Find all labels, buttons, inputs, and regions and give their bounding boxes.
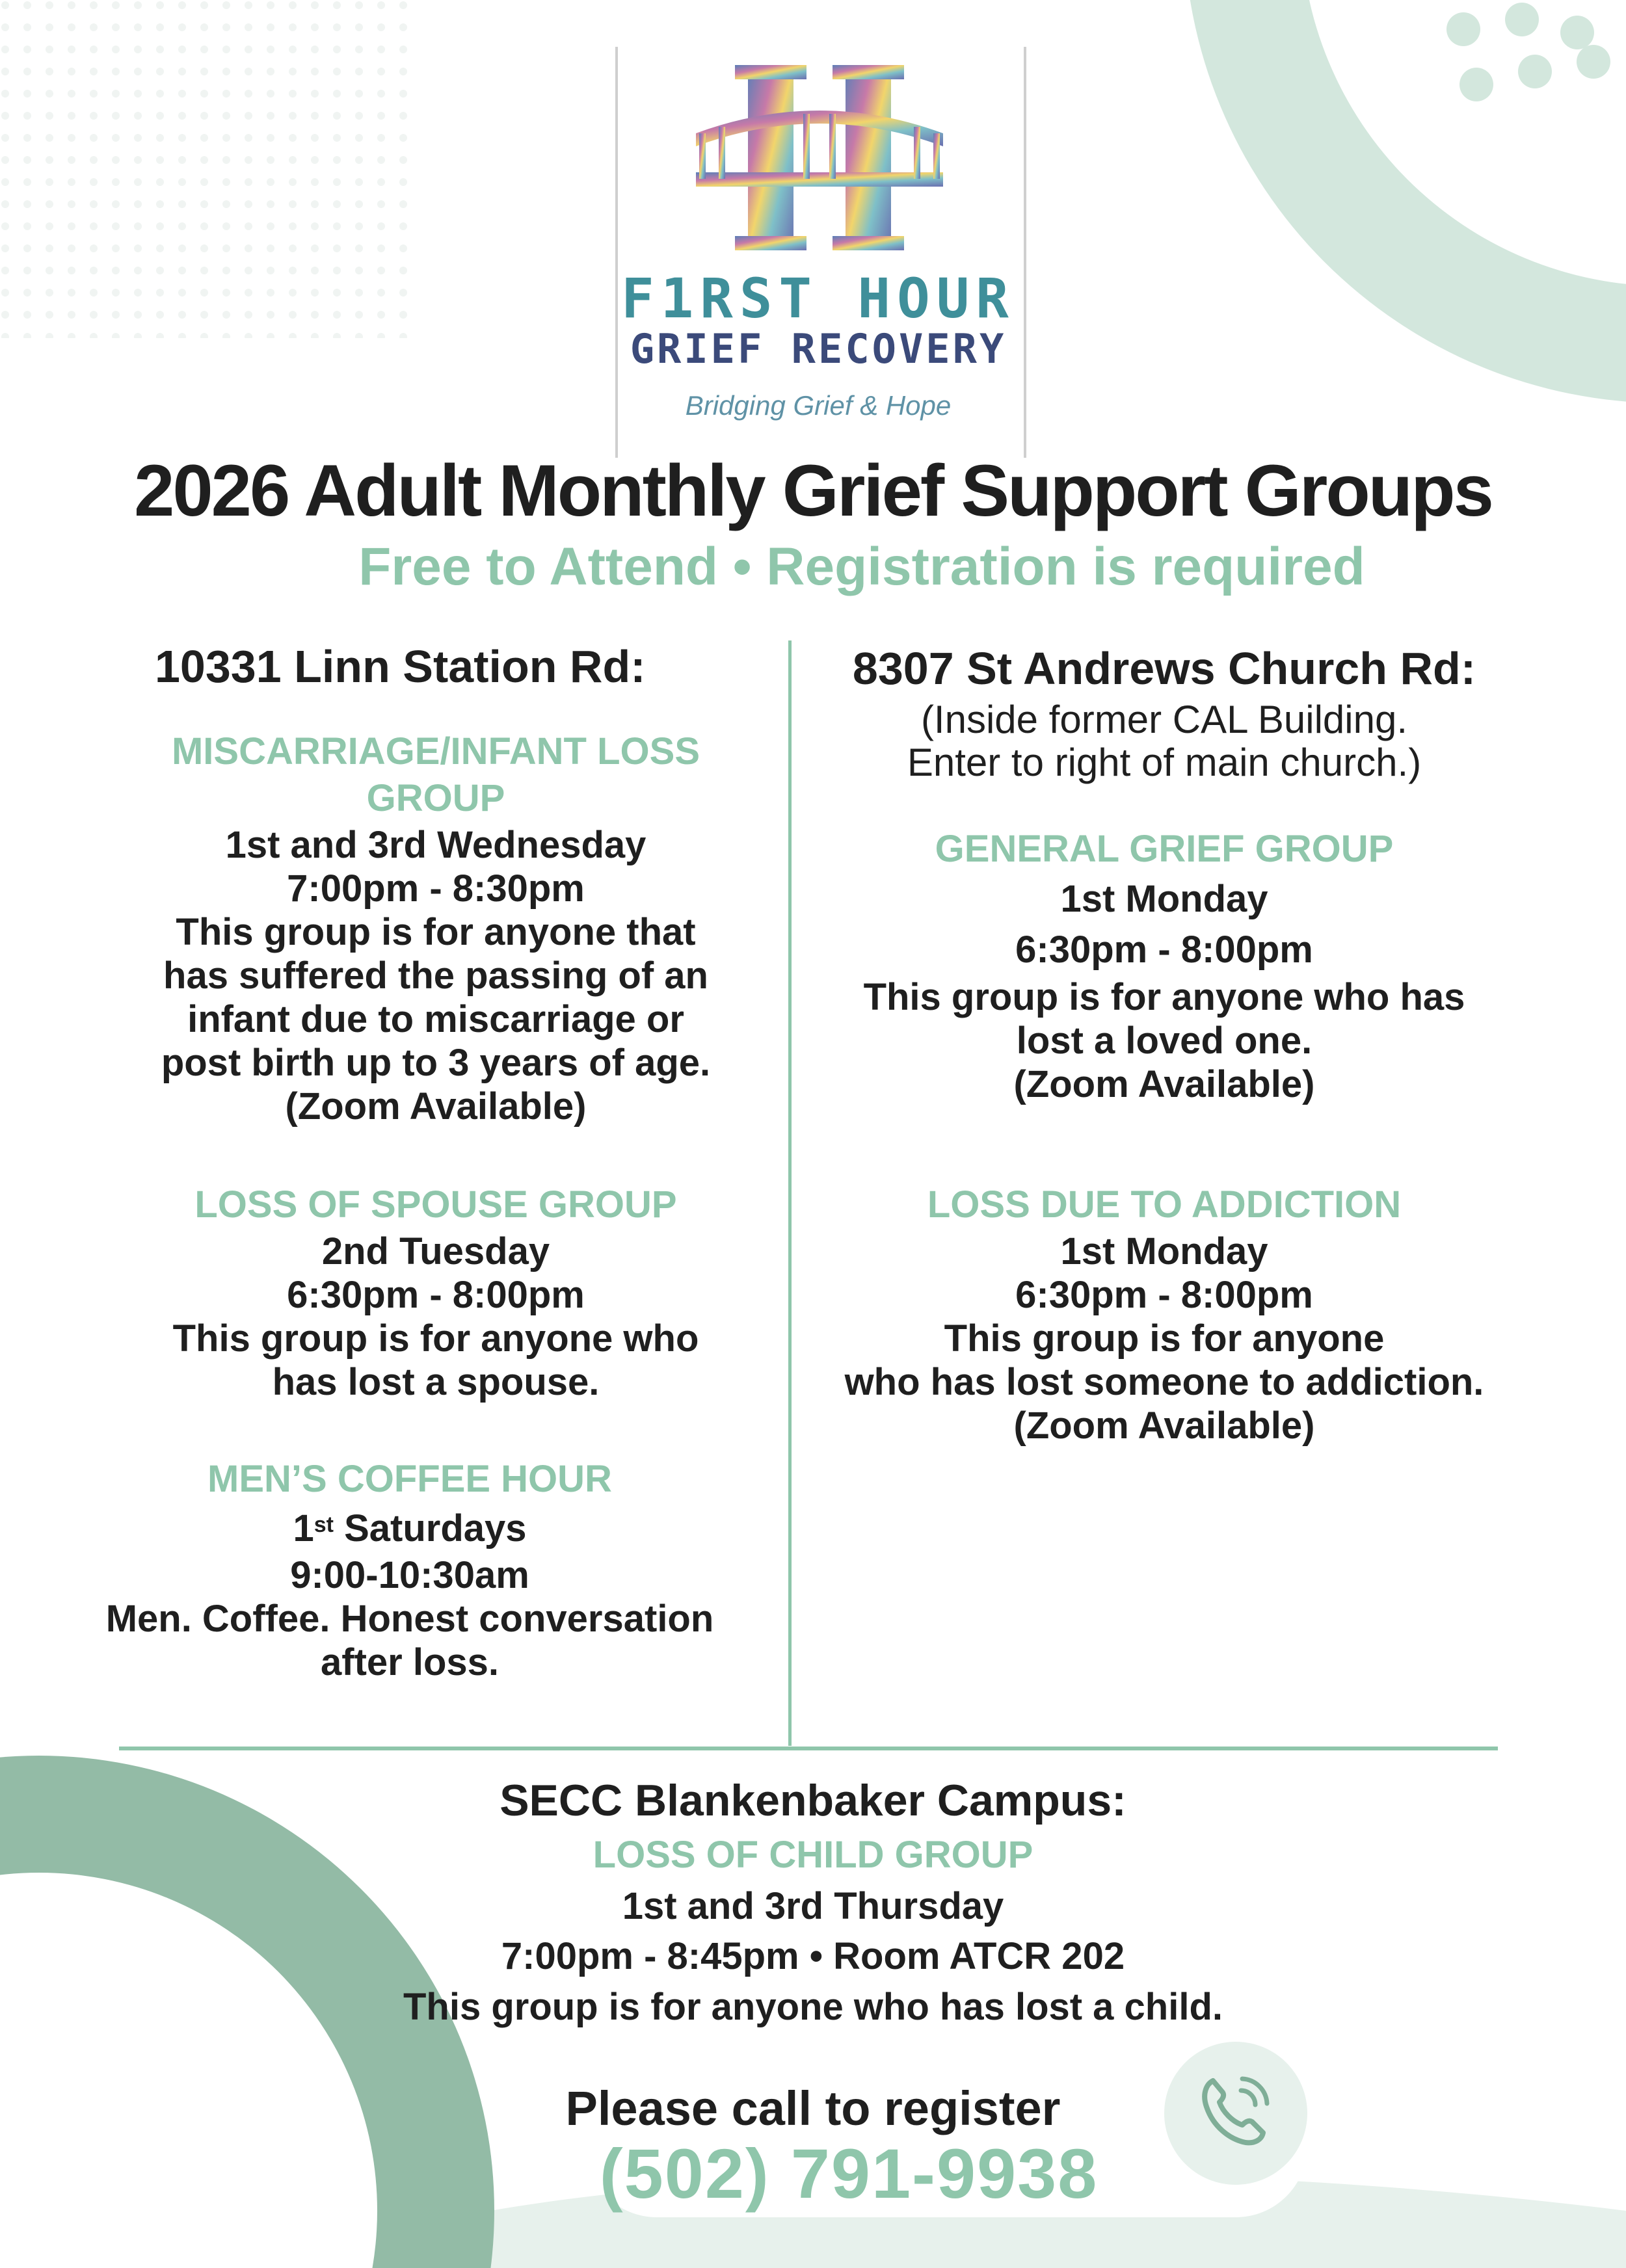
phone-number[interactable]: (502) 791-9938 (599, 2134, 1099, 2213)
logo-title-line2: GRIEF RECOVERY (630, 325, 1007, 373)
group-description: This group is for anyone who has (863, 976, 1465, 1018)
group-name: MEN’S COFFEE HOUR (207, 1458, 612, 1500)
group-description: This group is for anyone who (172, 1317, 699, 1360)
group-time: 7:00pm - 8:30pm (287, 867, 585, 910)
group-schedule: 1st and 3rd Wednesday (225, 824, 646, 866)
right-location-note (780, 698, 1548, 784)
group-name: MISCARRIAGE/INFANT LOSS (171, 730, 700, 772)
group-zoom-note: (Zoom Available) (1013, 1063, 1315, 1105)
group-description: post birth up to 3 years of age. (161, 1042, 711, 1084)
register-cta: Please call to register (565, 2081, 1061, 2135)
group-name: LOSS DUE TO ADDICTION (927, 1183, 1402, 1226)
group-description: has suffered the passing of an (163, 955, 708, 997)
group-schedule: 2nd Tuesday (321, 1230, 550, 1272)
group-description: infant due to miscarriage or (187, 998, 684, 1040)
group-description: who has lost someone to addiction. (844, 1361, 1484, 1403)
location-note-line: Enter to right of main church.) (907, 741, 1422, 784)
group-zoom-note: (Zoom Available) (1013, 1404, 1315, 1447)
section-divider (119, 1747, 1498, 1750)
bridge-h-icon (689, 62, 950, 257)
group-zoom-note: (Zoom Available) (285, 1085, 587, 1127)
group-time: 6:30pm - 8:00pm (287, 1274, 585, 1316)
group-spouse (98, 1180, 774, 1404)
group-description: after loss. (321, 1641, 499, 1683)
group-description: lost a loved one. (1016, 1020, 1313, 1062)
group-miscarriage (98, 727, 774, 1128)
bottom-location: SECC Blankenbaker Campus: (500, 1776, 1126, 1825)
group-time: 6:30pm - 8:00pm (1015, 929, 1313, 971)
group-description: This group is for anyone that (176, 911, 696, 953)
group-description: Men. Coffee. Honest conversation (105, 1598, 714, 1640)
group-name-child: LOSS OF CHILD GROUP (593, 1834, 1033, 1876)
group-time: 6:30pm - 8:00pm (1015, 1274, 1313, 1316)
location-note-line: (Inside former CAL Building. (920, 698, 1408, 741)
left-location: 10331 Linn Station Rd: (155, 641, 646, 692)
phone-icon (1190, 2064, 1281, 2156)
group-description: has lost a spouse. (272, 1361, 600, 1403)
group-description: This group is for anyone (944, 1317, 1385, 1360)
group-schedule: 1st Saturdays (293, 1507, 527, 1549)
page-title: 2026 Adult Monthly Grief Support Groups (134, 450, 1492, 531)
child-group-schedule: 1st and 3rd Thursday (622, 1885, 1004, 1927)
group-name: GENERAL GRIEF GROUP (935, 828, 1394, 870)
logo-tagline: Bridging Grief & Hope (685, 390, 952, 421)
child-group-time-room: 7:00pm - 8:45pm • Room ATCR 202 (501, 1935, 1125, 1977)
group-time: 9:00-10:30am (290, 1554, 529, 1596)
group-schedule: 1st Monday (1060, 878, 1268, 920)
group-schedule: 1st Monday (1060, 1230, 1268, 1272)
page-subtitle: Free to Attend • Registration is required (358, 537, 1365, 596)
group-general-grief (780, 824, 1548, 1106)
group-addiction (780, 1180, 1548, 1447)
right-location: 8307 St Andrews Church Rd: (852, 643, 1476, 694)
group-mens-coffee (65, 1455, 754, 1684)
group-name: LOSS OF SPOUSE GROUP (194, 1183, 677, 1226)
child-group-description: This group is for anyone who has lost a child. (403, 1986, 1223, 2028)
group-name: GROUP (366, 777, 505, 819)
logo-title-line1: F1RST HOUR (621, 267, 1015, 330)
